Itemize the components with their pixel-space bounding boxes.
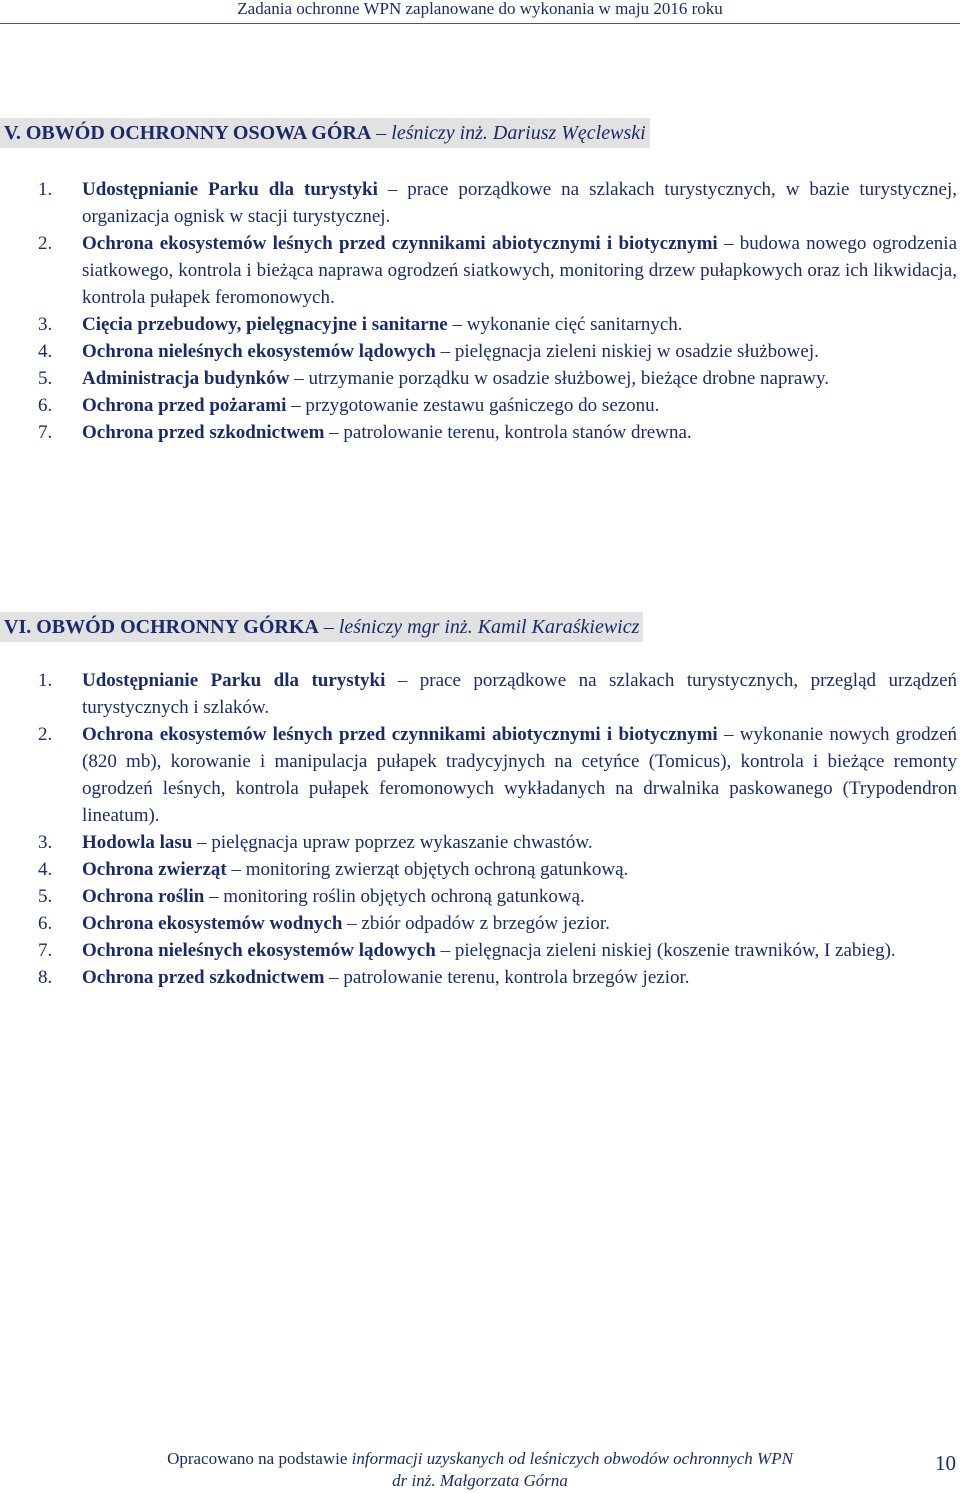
section-5-title: V. OBWÓD OCHRONNY OSOWA GÓRA: [4, 122, 372, 144]
task-text: [82, 721, 957, 829]
task-text: [82, 829, 957, 856]
task-text: [82, 230, 957, 311]
section-6-task-list: [0, 667, 960, 991]
section-5-heading: [0, 118, 650, 148]
task-text: [82, 964, 957, 991]
task-description: – zbiór odpadów z brzegów jezior.: [342, 913, 610, 934]
task-category: Ochrona przed pożarami: [82, 395, 287, 416]
task-category: Ochrona nieleśnych ekosystemów lądowych: [82, 940, 436, 961]
task-number: 3.: [38, 314, 53, 335]
footer-source-detail: informacji uzyskanych od leśniczych obwodów ochronnych WPN: [351, 1449, 793, 1468]
task-description: – prace porządkowe na szlakach turystycznych, w bazie turystycznej, organizacja ognisk w stacji turystycznej.: [82, 179, 958, 227]
task-description: – przygotowanie zestawu gaśniczego do sezonu.: [286, 395, 660, 416]
task-description: – patrolowanie terenu, kontrola brzegów jezior.: [324, 967, 690, 988]
task-number: 3.: [38, 832, 53, 853]
section-6-title: VI. OBWÓD OCHRONNY GÓRKA: [4, 616, 319, 638]
task-description: – patrolowanie terenu, kontrola stanów drewna.: [324, 422, 692, 443]
task-text: [82, 910, 957, 937]
task-category: Udostępnianie Parku dla turystyki: [82, 179, 378, 200]
task-category: Hodowla lasu: [82, 832, 193, 853]
footer-source-prefix: Opracowano na podstawie: [167, 1449, 352, 1468]
section-6-subtitle: leśniczy mgr inż. Kamil Karaśkiewicz: [338, 616, 640, 638]
task-category: Administracja budynków: [82, 368, 290, 389]
task-description: – wykonanie nowych grodzeń (820 mb), korowanie i manipulacja pułapek tradycyjnych na cetyńce (Tomicus), kontrola i bieżące remonty ogrodzeń leśnych, kontrola pułapek feromonowych wykładanych na drwalnika paskowanego (Trypodendron lineatum).: [82, 724, 958, 826]
task-text: [82, 856, 957, 883]
task-category: Udostępnianie Parku dla turystyki: [82, 670, 386, 691]
running-header-title: Zadania ochronne WPN zaplanowane do wykonania w maju 2016 roku: [237, 0, 723, 18]
task-category: Ochrona roślin: [82, 886, 205, 907]
task-item: [0, 419, 960, 446]
task-number: 1.: [38, 670, 53, 691]
task-category: Ochrona ekosystemów leśnych przed czynnikami abiotycznymi i biotycznymi: [82, 724, 718, 745]
task-category: Ochrona ekosystemów wodnych: [82, 913, 343, 934]
task-number: 4.: [38, 859, 53, 880]
footer-source-line: [0, 1448, 960, 1470]
task-description: – monitoring zwierząt objętych ochroną gatunkową.: [226, 859, 629, 880]
task-item: [0, 937, 960, 964]
task-text: [82, 667, 957, 721]
task-description: – pielęgnacja upraw poprzez wykaszanie chwastów.: [192, 832, 593, 853]
section-6-separator: –: [318, 616, 339, 638]
task-category: Cięcia przebudowy, pielęgnacyjne i sanitarne: [82, 314, 448, 335]
task-text: [82, 392, 957, 419]
task-category: Ochrona nieleśnych ekosystemów lądowych: [82, 341, 436, 362]
task-text: [82, 338, 957, 365]
task-number: 5.: [38, 368, 53, 389]
task-number: 6.: [38, 395, 53, 416]
footer-author: dr inż. Małgorzata Górna: [392, 1471, 568, 1490]
task-item: [0, 392, 960, 419]
task-text: [82, 419, 957, 446]
task-description: – wykonanie cięć sanitarnych.: [447, 314, 683, 335]
task-item: [0, 856, 960, 883]
section-5-subtitle: leśniczy inż. Dariusz Węclewski: [391, 122, 646, 144]
task-description: – pielęgnacja zieleni niskiej w osadzie służbowej.: [435, 341, 819, 362]
task-text: [82, 937, 957, 964]
task-text: [82, 883, 957, 910]
task-item: [0, 667, 960, 721]
task-item: [0, 365, 960, 392]
task-text: [82, 176, 957, 230]
task-number: 7.: [38, 940, 53, 961]
task-item: [0, 721, 960, 829]
task-category: Ochrona przed szkodnictwem: [82, 422, 325, 443]
task-item: [0, 311, 960, 338]
task-number: 7.: [38, 422, 53, 443]
task-description: – pielęgnacja zieleni niskiej (koszenie trawników, I zabieg).: [435, 940, 896, 961]
task-description: – monitoring roślin objętych ochroną gatunkową.: [204, 886, 585, 907]
section-6-heading: [0, 612, 643, 642]
task-category: Ochrona zwierząt: [82, 859, 227, 880]
task-item: [0, 964, 960, 991]
task-number: 1.: [38, 179, 53, 200]
task-text: [82, 311, 957, 338]
task-category: Ochrona ekosystemów leśnych przed czynnikami abiotycznymi i biotycznymi: [82, 233, 718, 254]
task-description: – prace porządkowe na szlakach turystycznych, przegląd urządzeń turystycznych i szlaków.: [82, 670, 958, 718]
task-number: 8.: [38, 967, 53, 988]
task-number: 5.: [38, 886, 53, 907]
task-number: 6.: [38, 913, 53, 934]
task-item: [0, 176, 960, 230]
page-number: 10: [935, 1451, 956, 1475]
task-item: [0, 338, 960, 365]
section-5-task-list: [0, 176, 960, 446]
task-item: [0, 829, 960, 856]
header-divider: [0, 23, 960, 24]
task-description: – budowa nowego ogrodzenia siatkowego, kontrola i bieżąca naprawa ogrodzeń siatkowych, monitoring drzew pułapkowych oraz ich likwidacja, kontrola pułapek feromonowych.: [82, 233, 958, 308]
task-text: [82, 365, 957, 392]
task-item: [0, 230, 960, 311]
task-description: – utrzymanie porządku w osadzie służbowej, bieżące drobne naprawy.: [289, 368, 829, 389]
task-category: Ochrona przed szkodnictwem: [82, 967, 325, 988]
task-number: 2.: [38, 724, 53, 745]
task-item: [0, 883, 960, 910]
task-number: 4.: [38, 341, 53, 362]
section-5-separator: –: [371, 122, 392, 144]
task-number: 2.: [38, 233, 53, 254]
task-item: [0, 910, 960, 937]
page-footer: [0, 1448, 960, 1492]
